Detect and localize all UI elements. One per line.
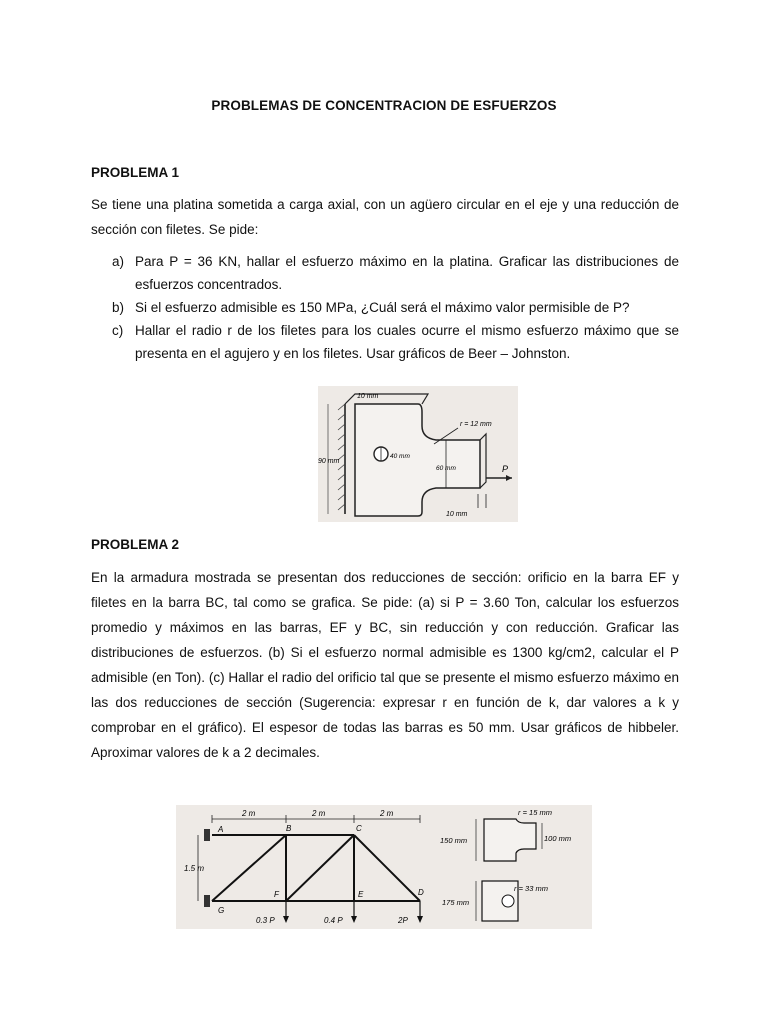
dimension-3: 2 m <box>380 809 394 818</box>
dimension-1: 2 m <box>242 809 256 818</box>
problem-1-intro: Se tiene una platina sometida a carga axial, con un agüero circular en el eje y una reducción de sección con filetes. Se pide: <box>91 197 679 237</box>
height-label: 1.5 m <box>184 864 205 873</box>
hole-circle <box>502 895 514 907</box>
label-narrow: 60 mm <box>436 465 456 472</box>
question-a <box>91 250 679 296</box>
support-a <box>204 829 210 841</box>
problem-2-text: En la armadura mostrada se presentan dos reducciones de sección: orificio en la barra EF y filetes en la barra BC, tal como se grafica. Se pide: (a) si P = 3.60 Ton, calcular los esfuerzos promedio y máximos en las barras, EF y BC, sin reducción y con reducción. Graficar las distribuciones de esfuerzos. (b) Si el esfuerzo normal admisible es 1300 kg/cm2, calcular el P admisible (en Ton). (c) Hallar el radio del orificio tal que se presente el mismo esfuerzo máximo en las dos reducciones de sección (Sugerencia: expresar r en función de k, dar valores a k y comprobar en el gráfico). El espesor de todas las barras es 50 mm. Usar gráficos de hibbeler. Aproximar valores de k a 2 decimales. <box>91 570 679 760</box>
node-e: E <box>358 890 364 899</box>
problem-2-heading: PROBLEMA 2 <box>91 537 180 552</box>
node-d: D <box>418 888 424 897</box>
node-g: G <box>218 906 225 915</box>
label-hole: 40 mm <box>390 453 410 460</box>
question-text: Si el esfuerzo admisible es 150 MPa, ¿Cuál será el máximo valor permisible de P? <box>135 300 630 315</box>
question-text: Hallar el radio r de los filetes para los cuales ocurre el mismo esfuerzo máximo que se presenta en el agujero y en los filetes. Usar gráficos de Beer – Johnston. <box>135 323 679 361</box>
label-bottom: 10 mm <box>446 511 468 518</box>
support-g <box>204 895 210 907</box>
fillet-narrow-label: 100 mm <box>544 834 572 843</box>
label-thickness: 10 mm <box>357 393 379 400</box>
dimension-2: 2 m <box>312 809 326 818</box>
question-text: Para P = 36 KN, hallar el esfuerzo máximo en la platina. Graficar las distribuciones de esfuerzos concentrados. <box>135 254 679 292</box>
question-c <box>91 319 679 365</box>
question-marker: a) <box>112 254 125 269</box>
truss-figure <box>176 805 592 929</box>
node-f: F <box>274 890 279 899</box>
fillet-radius-label: r = 15 mm <box>518 808 552 817</box>
fillet-width-label: 150 mm <box>440 836 468 845</box>
label-fillet: r = 12 mm <box>460 421 492 428</box>
label-load: P <box>502 464 509 474</box>
load-1: 0.3 P <box>256 916 275 925</box>
node-a: A <box>218 825 224 834</box>
problem-1-heading: PROBLEMA 1 <box>91 165 180 180</box>
question-marker: b) <box>112 300 125 315</box>
hole-radius-label: r = 33 mm <box>514 884 548 893</box>
question-b <box>91 296 679 319</box>
label-height: 90 mm <box>318 458 340 465</box>
question-marker: c) <box>112 323 124 338</box>
hole-width-label: 175 mm <box>442 898 470 907</box>
plate-figure <box>318 386 518 522</box>
document-title: PROBLEMAS DE CONCENTRACION DE ESFUERZOS <box>211 98 557 113</box>
node-c: C <box>356 824 362 833</box>
problem-1-questions <box>91 250 679 365</box>
load-3: 2P <box>398 916 408 925</box>
node-b: B <box>286 824 292 833</box>
load-2: 0.4 P <box>324 916 343 925</box>
